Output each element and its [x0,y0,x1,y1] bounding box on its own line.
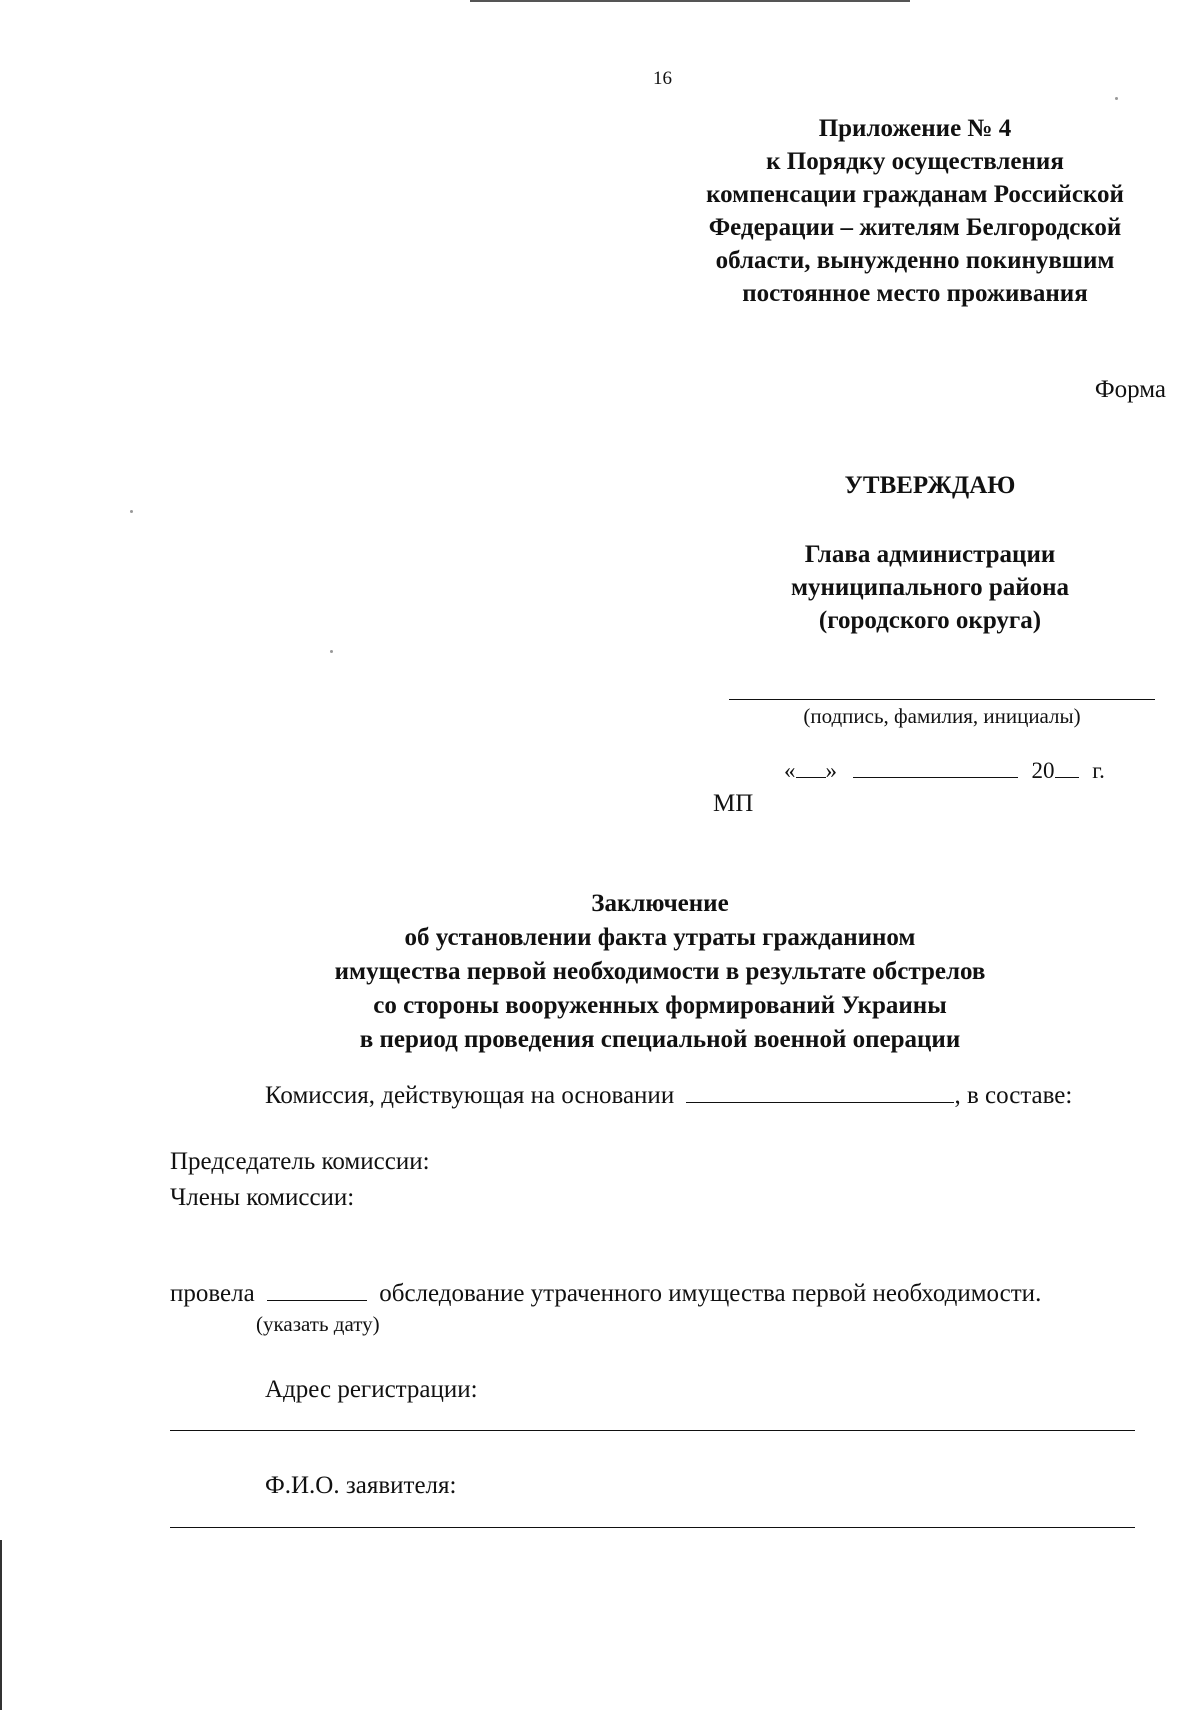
applicant-name-field[interactable] [170,1527,1135,1528]
address-label: Адрес регистрации: [265,1376,478,1403]
date-close-quote: » [825,758,837,783]
scan-speck [1115,97,1118,100]
appendix-line: постоянное место проживания [742,280,1088,307]
document-title [220,887,1100,1057]
stamp-place: МП [713,790,754,817]
inspection-suffix: обследование утраченного имущества первой необходимости. [379,1280,1042,1307]
scan-edge-left [0,1540,2,1710]
form-label: Форма [1094,376,1166,403]
basis-field[interactable] [686,1082,954,1103]
page-number: 16 [653,68,672,89]
month-field[interactable] [853,757,1018,778]
year-prefix: 20 [1031,758,1055,783]
document-title-line: в период проведения специальной военной операции [359,1026,961,1053]
signature-field[interactable] [729,699,1155,700]
scan-speck [330,650,333,653]
appendix-line: Приложение № 4 [818,115,1012,142]
appendix-heading [660,112,1170,310]
approval-title: УТВЕРЖДАЮ [844,472,1016,499]
scan-speck [130,510,133,513]
appendix-line: компенсации гражданам Российской [706,181,1124,208]
chair-label: Председатель комиссии: [170,1148,430,1175]
appendix-line: области, вынужденно покинувшим [715,247,1115,274]
year-suffix: г. [1092,758,1105,783]
year-field[interactable] [1055,757,1079,778]
date-hint: (указать дату) [256,1312,380,1336]
approval-date [784,757,1105,784]
approver-position-line: муниципального района [790,574,1070,601]
appendix-line: Федерации – жителям Белгородской [708,214,1122,241]
commission-prefix: Комиссия, действующая на основании [265,1082,675,1109]
signature-caption: (подпись, фамилия, инициалы) [803,704,1081,728]
day-field[interactable] [796,757,826,778]
document-title-line: Заключение [591,890,729,917]
approver-position-line: Глава администрации [804,541,1056,568]
approver-position-line: (городского округа) [818,607,1042,634]
approver-position [740,538,1120,637]
document-title-line: об установлении факта утраты гражданином [404,924,916,951]
inspection-prefix: провела [170,1280,255,1307]
document-title-line: со стороны вооруженных формирований Украины [373,992,947,1019]
document-title-line: имущества первой необходимости в результате обстрелов [334,958,986,985]
members-label: Члены комиссии: [170,1184,355,1211]
scan-edge-top [470,0,910,2]
inspection-date-field[interactable] [267,1280,367,1301]
address-field[interactable] [170,1430,1135,1431]
commission-statement [265,1082,1072,1110]
appendix-line: к Порядку осуществления [766,148,1064,175]
date-open-quote: « [784,758,796,783]
commission-suffix: , в составе: [954,1082,1073,1109]
applicant-name-label: Ф.И.О. заявителя: [265,1472,457,1499]
inspection-statement [170,1280,1041,1308]
